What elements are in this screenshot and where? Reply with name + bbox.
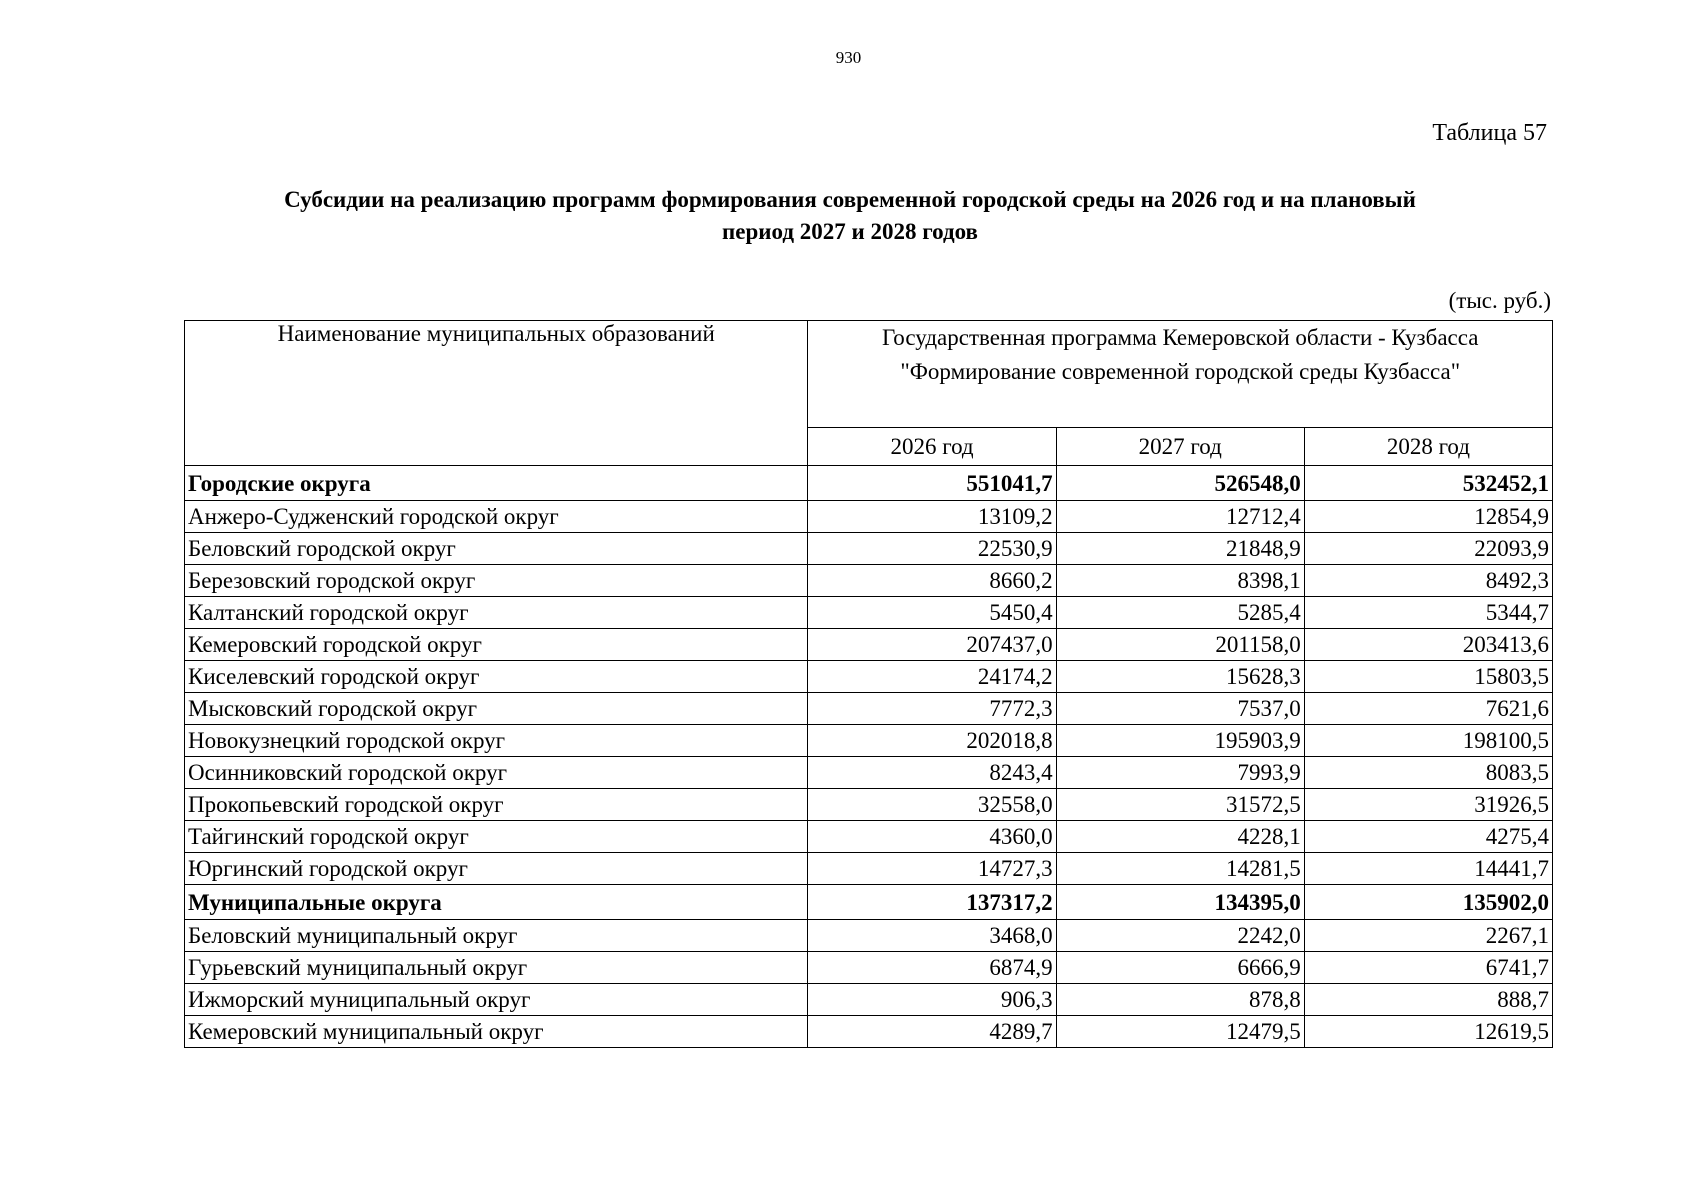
value-2028-cell: 532452,1 — [1304, 466, 1552, 501]
municipality-name-cell: Кемеровский городской округ — [185, 629, 808, 661]
value-2028-cell: 203413,6 — [1304, 629, 1552, 661]
table-row — [185, 533, 1553, 565]
municipality-name-cell: Березовский городской округ — [185, 565, 808, 597]
value-2027-cell: 878,8 — [1056, 984, 1304, 1016]
table-row — [185, 725, 1553, 757]
table-row — [185, 1016, 1553, 1048]
municipality-name-cell: Городские округа — [185, 466, 808, 501]
document-title — [200, 184, 1500, 248]
value-2026-cell: 7772,3 — [808, 693, 1056, 725]
value-2027-cell: 195903,9 — [1056, 725, 1304, 757]
municipality-name-cell: Тайгинский городской округ — [185, 821, 808, 853]
value-2028-cell: 8492,3 — [1304, 565, 1552, 597]
municipality-name-cell: Ижморский муниципальный округ — [185, 984, 808, 1016]
header-program-line-2: "Формирование современной городской среды Кузбасса" — [900, 359, 1461, 384]
value-2026-cell: 8243,4 — [808, 757, 1056, 789]
municipality-name-cell: Осинниковский городской округ — [185, 757, 808, 789]
header-year-2028: 2028 год — [1304, 428, 1552, 466]
value-2027-cell: 5285,4 — [1056, 597, 1304, 629]
municipality-name-cell: Юргинский городской округ — [185, 853, 808, 885]
table-row-subtotal — [185, 885, 1553, 920]
value-2026-cell: 3468,0 — [808, 920, 1056, 952]
value-2027-cell: 7537,0 — [1056, 693, 1304, 725]
value-2027-cell: 4228,1 — [1056, 821, 1304, 853]
value-2028-cell: 135902,0 — [1304, 885, 1552, 920]
header-year-2027: 2027 год — [1056, 428, 1304, 466]
municipality-name-cell: Беловский муниципальный округ — [185, 920, 808, 952]
value-2028-cell: 8083,5 — [1304, 757, 1552, 789]
municipality-name-cell: Кемеровский муниципальный округ — [185, 1016, 808, 1048]
table-row-subtotal — [185, 466, 1553, 501]
municipality-name-cell: Прокопьевский городской округ — [185, 789, 808, 821]
value-2028-cell: 15803,5 — [1304, 661, 1552, 693]
units-label: (тыс. руб.) — [1448, 288, 1551, 313]
header-program-line-1: Государственная программа Кемеровской области - Кузбасса — [882, 325, 1479, 350]
value-2026-cell: 14727,3 — [808, 853, 1056, 885]
value-2027-cell: 526548,0 — [1056, 466, 1304, 501]
table-row — [185, 952, 1553, 984]
table-row — [185, 501, 1553, 533]
table-row — [185, 984, 1553, 1016]
table-row — [185, 821, 1553, 853]
value-2026-cell: 207437,0 — [808, 629, 1056, 661]
municipality-name-cell: Беловский городской округ — [185, 533, 808, 565]
municipality-name-cell: Киселевский городской округ — [185, 661, 808, 693]
value-2026-cell: 4360,0 — [808, 821, 1056, 853]
value-2028-cell: 198100,5 — [1304, 725, 1552, 757]
value-2028-cell: 14441,7 — [1304, 853, 1552, 885]
municipality-name-cell: Анжеро-Судженский городской округ — [185, 501, 808, 533]
municipality-name-cell: Новокузнецкий городской округ — [185, 725, 808, 757]
value-2028-cell: 4275,4 — [1304, 821, 1552, 853]
table-body — [185, 466, 1553, 1048]
municipality-name-cell: Калтанский городской округ — [185, 597, 808, 629]
value-2026-cell: 32558,0 — [808, 789, 1056, 821]
municipality-name-cell: Гурьевский муниципальный округ — [185, 952, 808, 984]
value-2027-cell: 7993,9 — [1056, 757, 1304, 789]
value-2026-cell: 5450,4 — [808, 597, 1056, 629]
value-2026-cell: 22530,9 — [808, 533, 1056, 565]
header-municipality-name: Наименование муниципальных образований — [185, 321, 808, 466]
value-2027-cell: 6666,9 — [1056, 952, 1304, 984]
table-row — [185, 565, 1553, 597]
value-2028-cell: 2267,1 — [1304, 920, 1552, 952]
header-year-2026: 2026 год — [808, 428, 1056, 466]
value-2026-cell: 906,3 — [808, 984, 1056, 1016]
value-2026-cell: 8660,2 — [808, 565, 1056, 597]
municipality-name-cell: Мысковский городской округ — [185, 693, 808, 725]
value-2028-cell: 888,7 — [1304, 984, 1552, 1016]
value-2028-cell: 12854,9 — [1304, 501, 1552, 533]
value-2027-cell: 201158,0 — [1056, 629, 1304, 661]
table-row — [185, 920, 1553, 952]
subsidies-table — [184, 320, 1553, 1048]
value-2027-cell: 14281,5 — [1056, 853, 1304, 885]
table-label: Таблица 57 — [1432, 120, 1547, 146]
table-row — [185, 661, 1553, 693]
title-line-2: период 2027 и 2028 годов — [722, 219, 978, 244]
value-2027-cell: 31572,5 — [1056, 789, 1304, 821]
value-2028-cell: 31926,5 — [1304, 789, 1552, 821]
value-2026-cell: 202018,8 — [808, 725, 1056, 757]
table-row — [185, 757, 1553, 789]
value-2027-cell: 12712,4 — [1056, 501, 1304, 533]
value-2026-cell: 13109,2 — [808, 501, 1056, 533]
header-program — [808, 321, 1553, 428]
value-2026-cell: 6874,9 — [808, 952, 1056, 984]
value-2027-cell: 12479,5 — [1056, 1016, 1304, 1048]
table-row — [185, 597, 1553, 629]
value-2026-cell: 137317,2 — [808, 885, 1056, 920]
value-2027-cell: 15628,3 — [1056, 661, 1304, 693]
table-row — [185, 853, 1553, 885]
table-row — [185, 629, 1553, 661]
table-row — [185, 789, 1553, 821]
value-2027-cell: 134395,0 — [1056, 885, 1304, 920]
value-2027-cell: 21848,9 — [1056, 533, 1304, 565]
value-2028-cell: 6741,7 — [1304, 952, 1552, 984]
value-2026-cell: 551041,7 — [808, 466, 1056, 501]
value-2028-cell: 5344,7 — [1304, 597, 1552, 629]
value-2026-cell: 4289,7 — [808, 1016, 1056, 1048]
value-2027-cell: 2242,0 — [1056, 920, 1304, 952]
value-2027-cell: 8398,1 — [1056, 565, 1304, 597]
value-2028-cell: 7621,6 — [1304, 693, 1552, 725]
title-line-1: Субсидии на реализацию программ формирования современной городской среды на 2026 год и на плановый — [284, 187, 1416, 212]
municipality-name-cell: Муниципальные округа — [185, 885, 808, 920]
value-2028-cell: 12619,5 — [1304, 1016, 1552, 1048]
table-row — [185, 693, 1553, 725]
page-number: 930 — [835, 48, 862, 67]
value-2028-cell: 22093,9 — [1304, 533, 1552, 565]
value-2026-cell: 24174,2 — [808, 661, 1056, 693]
